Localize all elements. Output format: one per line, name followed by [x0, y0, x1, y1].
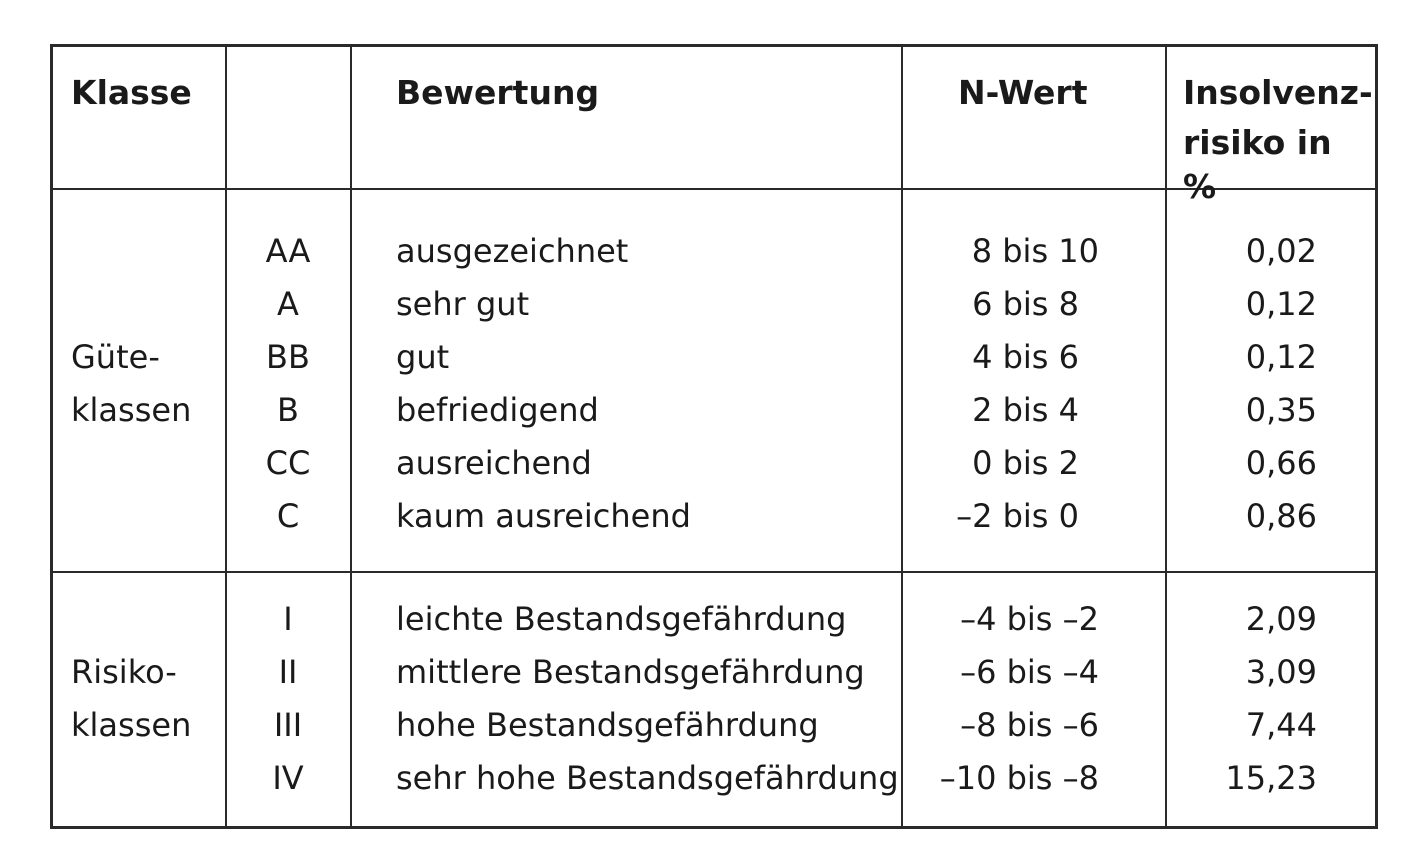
- risiko-cell: 3,09: [1245, 653, 1317, 691]
- group-label-line1: Risiko-: [71, 653, 177, 691]
- bewertung-cell: sehr gut: [396, 285, 530, 323]
- class-code: II: [278, 653, 298, 691]
- risiko-cell: 0,02: [1245, 232, 1317, 270]
- bewertung-cell: mittlere Bestandsgefährdung: [396, 653, 865, 691]
- nwert-cell: –10 bis –8: [939, 759, 1099, 797]
- group-divider: [53, 571, 1375, 573]
- nwert-cell: –6 bis –4: [960, 653, 1099, 691]
- group-label-line2: klassen: [71, 391, 192, 429]
- risiko-cell: 0,35: [1245, 391, 1317, 429]
- risiko-cell: 15,23: [1225, 759, 1317, 797]
- nwert-cell: 6 bis 8: [972, 285, 1079, 323]
- class-code: BB: [266, 338, 310, 376]
- risiko-cell: 7,44: [1245, 706, 1317, 744]
- bewertung-cell: hohe Bestandsgefährdung: [396, 706, 819, 744]
- header-divider: [53, 188, 1375, 190]
- bewertung-cell: sehr hohe Bestandsgefährdung: [396, 759, 899, 797]
- header-bewertung: Bewertung: [396, 73, 600, 112]
- column-divider: [225, 47, 227, 826]
- risiko-cell: 2,09: [1245, 600, 1317, 638]
- column-divider: [901, 47, 903, 826]
- column-divider: [1165, 47, 1167, 826]
- nwert-cell: 0 bis 2: [972, 444, 1079, 482]
- nwert-cell: 4 bis 6: [972, 338, 1079, 376]
- class-code: CC: [265, 444, 311, 482]
- class-code: IV: [272, 759, 304, 797]
- group-label-line2: klassen: [71, 706, 192, 744]
- class-code: A: [277, 285, 299, 323]
- header-nwert: N-Wert: [958, 73, 1088, 112]
- class-code: C: [276, 497, 300, 535]
- header-klasse: Klasse: [71, 73, 192, 112]
- column-divider: [350, 47, 352, 826]
- class-code: B: [277, 391, 299, 429]
- risiko-cell: 0,12: [1245, 285, 1317, 323]
- rating-table: [50, 44, 1378, 829]
- group-label-line1: Güte-: [71, 338, 160, 376]
- nwert-cell: 2 bis 4: [972, 391, 1079, 429]
- bewertung-cell: kaum ausreichend: [396, 497, 691, 535]
- nwert-cell: –8 bis –6: [960, 706, 1099, 744]
- bewertung-cell: befriedigend: [396, 391, 599, 429]
- risiko-cell: 0,12: [1245, 338, 1317, 376]
- header-risiko-line1: Insolvenz-: [1183, 73, 1373, 112]
- nwert-cell: –2 bis 0: [956, 497, 1079, 535]
- risiko-cell: 0,66: [1245, 444, 1317, 482]
- nwert-cell: 8 bis 10: [971, 232, 1099, 270]
- nwert-cell: –4 bis –2: [960, 600, 1099, 638]
- class-code: AA: [265, 232, 311, 270]
- class-code: III: [273, 706, 303, 744]
- bewertung-cell: gut: [396, 338, 450, 376]
- bewertung-cell: ausreichend: [396, 444, 592, 482]
- header-risiko-line2: risiko in %: [1183, 123, 1332, 206]
- class-code: I: [283, 600, 293, 638]
- bewertung-cell: leichte Bestandsgefährdung: [396, 600, 847, 638]
- bewertung-cell: ausgezeichnet: [396, 232, 629, 270]
- risiko-cell: 0,86: [1245, 497, 1317, 535]
